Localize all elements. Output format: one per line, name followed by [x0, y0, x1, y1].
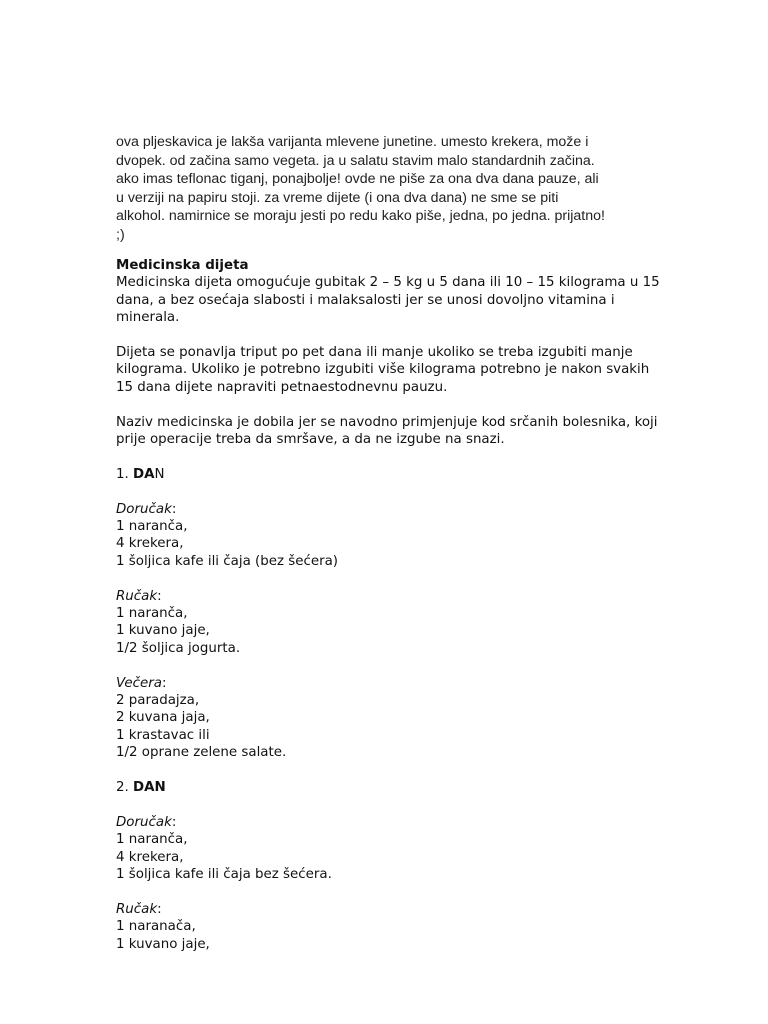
meal-name: Ručak	[116, 901, 158, 917]
meal-item: 4 krekera,	[116, 849, 184, 865]
meal-item: 1 kuvano jaje,	[116, 623, 210, 639]
intro-comment	[116, 133, 676, 244]
intro-line: dvopek. od začina samo vegeta. ja u salatu stavim malo standardnih začina.	[116, 152, 595, 169]
paragraph-line: Dijeta se ponavlja triput po pet dana ili manje ukoliko se treba izgubiti manje	[116, 345, 633, 361]
meal-item: 1/2 oprane zelene salate.	[116, 745, 287, 761]
meal-colon: :	[171, 814, 177, 830]
meal-heading	[116, 588, 716, 605]
meal-item: 1 naranča,	[116, 606, 188, 622]
meal-item: 1 naranča,	[116, 832, 188, 848]
intro-line: u verziji na papiru stoji. za vreme dijete (i ona dva dana) ne sme se piti	[116, 189, 559, 206]
intro-line: ako imas teflonac tiganj, ponajbolje! ovde ne piše za ona dva dana pauze, ali	[116, 171, 599, 187]
meal-colon: :	[157, 901, 162, 917]
meal-colon: :	[161, 675, 167, 691]
paragraph-line: 15 dana dijete napraviti petnaestodnevnu pauzu.	[116, 379, 448, 395]
meal-item: 1 kuvano jaje,	[116, 936, 210, 952]
day-label: DA	[133, 466, 155, 482]
meal-name: Doručak	[116, 501, 172, 517]
day-label: DAN	[133, 780, 166, 796]
meal-name: Doručak	[116, 814, 172, 830]
meal-item: 1 šoljica kafe ili čaja bez šećera.	[116, 867, 332, 883]
meal-heading	[116, 501, 716, 518]
paragraph-line: Medicinska dijeta omogućuje gubitak 2 – 5 kg u 5 dana ili 10 – 15 kilograma u 15	[116, 275, 660, 291]
intro-line: ;)	[116, 226, 125, 243]
meal-item: 1 naranača,	[116, 919, 196, 935]
paragraph-line: Naziv medicinska je dobila jer se navodno primjenjuje kod srčanih bolesnika, koji	[116, 414, 658, 430]
paragraph-line: kilograma. Ukoliko je potrebno izgubiti više kilograma potrebno je nakon svakih	[116, 362, 650, 378]
article-title: Medicinska dijeta	[116, 258, 249, 273]
meal-heading	[116, 901, 716, 918]
meal-heading	[116, 814, 716, 831]
day-label-tail: N	[154, 466, 165, 482]
meal-item: 1 krastavac ili	[116, 727, 210, 743]
meal-item: 2 kuvana jaja,	[116, 710, 210, 726]
paragraph-line: dana, a bez osećaja slabosti i malaksalosti jer se unosi dovoljno vitamina i	[116, 292, 615, 308]
article-body	[116, 257, 716, 953]
meal-colon: :	[157, 588, 162, 604]
day-number: 2.	[116, 780, 134, 796]
meal-name: Večera	[116, 675, 162, 691]
meal-item: 1 naranča,	[116, 519, 188, 535]
meal-heading	[116, 675, 716, 692]
meal-item: 1 šoljica kafe ili čaja (bez šećera)	[116, 553, 339, 569]
meal-item: 2 paradajza,	[116, 693, 200, 709]
day-heading	[116, 779, 716, 796]
paragraph-line: minerala.	[116, 310, 180, 326]
paragraph-line: prije operacije treba da smršave, a da ne izgube na snazi.	[116, 432, 505, 448]
meal-item: 4 krekera,	[116, 536, 184, 552]
meal-item: 1/2 šoljica jogurta.	[116, 640, 241, 656]
meal-colon: :	[171, 501, 177, 517]
day-number: 1.	[116, 466, 134, 482]
day-heading	[116, 466, 716, 483]
intro-line: ova pljeskavica je lakša varijanta mlevene junetine. umesto krekera, može i	[116, 134, 589, 150]
intro-line: alkohol. namirnice se moraju jesti po redu kako piše, jedna, po jedna. prijatno!	[116, 208, 605, 224]
meal-name: Ručak	[116, 588, 158, 604]
